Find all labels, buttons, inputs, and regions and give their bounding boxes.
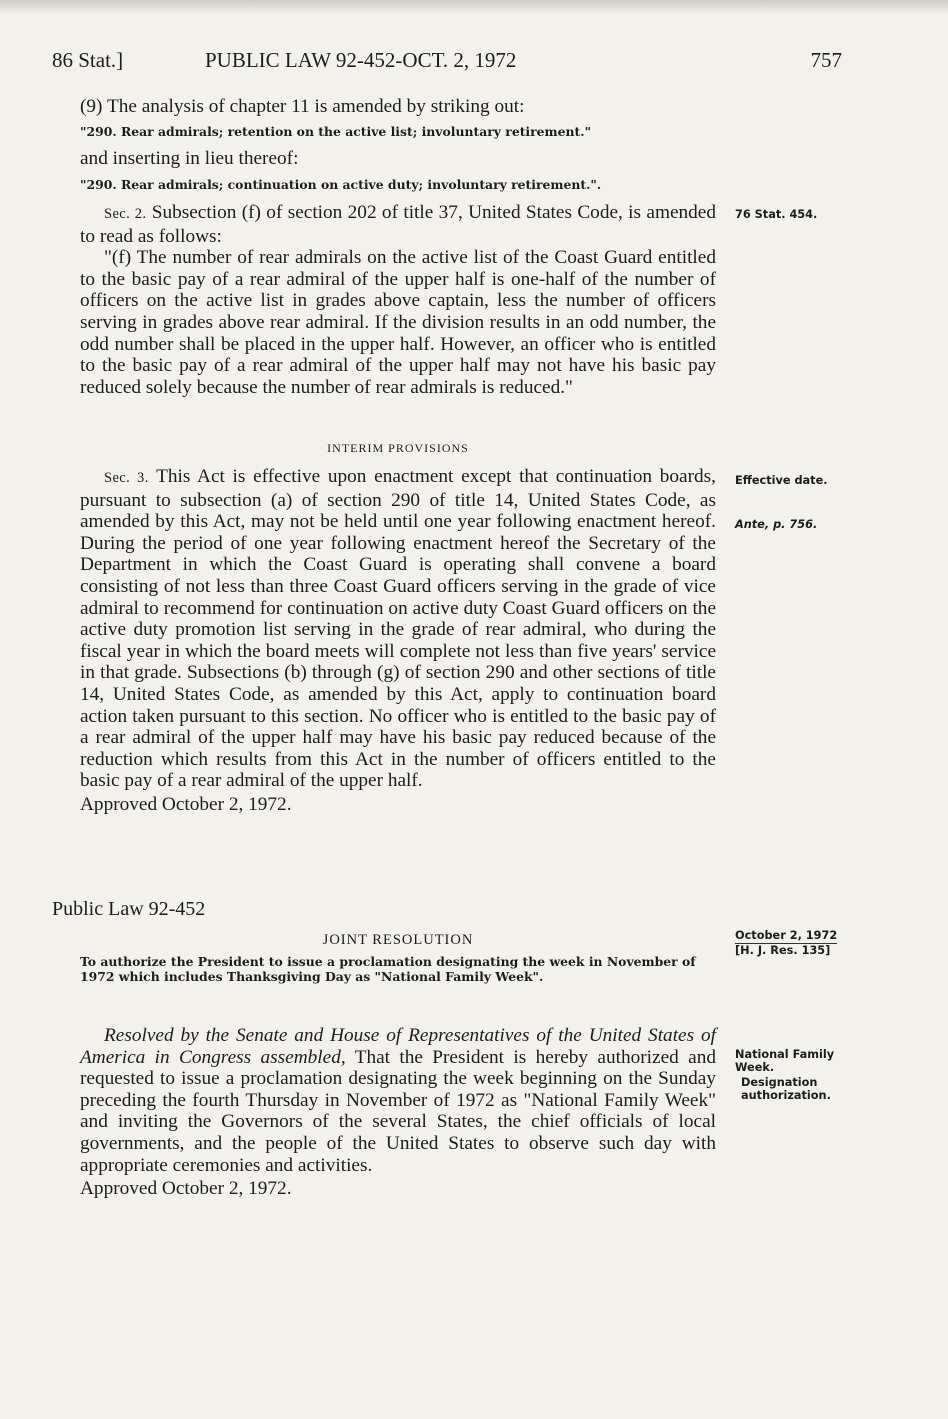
public-law-title: Public Law 92-452 — [52, 898, 206, 920]
resolution-purpose: To authorize the President to issue a proclamation designating the week in November of 1972 which includes Thanksgiving Day as "National Family Week". — [80, 954, 696, 984]
margin-date: October 2, 1972 — [735, 929, 838, 942]
margin-bill: [H. J. Res. 135] — [735, 944, 831, 957]
and-inserting: and inserting in lieu thereof: — [80, 148, 299, 169]
approved-date-2: Approved October 2, 1972. — [80, 1178, 292, 1200]
resolution-body — [80, 1025, 716, 1200]
resolution-text: That the President is hereby authorized and requested to issue a proclamation designating the week beginning on the Sunday preceding the fourth Thursday in November of 1972 as "National Family Week" and inviting the Governors of the several States, the chief officials of local governments, and the people of the United States to observe such day with appropriate ceremonies and activities. — [80, 1046, 716, 1176]
margin-designation: Designation authorization. — [741, 1076, 831, 1102]
margin-ante: Ante, p. 756. — [735, 518, 818, 531]
analysis-insert: "290. Rear admirals; continuation on active duty; involuntary retirement.". — [80, 177, 602, 192]
section-3 — [80, 466, 716, 816]
section-2-label: Sec. 2. — [104, 206, 147, 222]
scan-edge — [0, 0, 948, 14]
approved-date-1: Approved October 2, 1972. — [80, 793, 292, 815]
section-3-label: Sec. 3. — [104, 470, 149, 486]
stat-reference: 86 Stat.] — [52, 48, 124, 72]
margin-effective-date: Effective date. — [735, 474, 828, 487]
resolving-clause: Resolved by the Senate and House of Representatives of the United States of America in Congress assembled, — [80, 1025, 716, 1068]
clause-9 — [80, 96, 716, 118]
joint-resolution-heading: JOINT RESOLUTION — [322, 932, 474, 948]
margin-date-bill — [735, 929, 875, 957]
section-2 — [80, 202, 716, 398]
interim-heading: INTERIM PROVISIONS — [327, 441, 469, 455]
margin-national-family-week: National Family Week. — [735, 1048, 835, 1074]
page-header — [52, 48, 842, 78]
section-2-text: Subsection (f) of section 202 of title 37, United States Code, is amended to read as follows: — [80, 202, 716, 247]
law-title: PUBLIC LAW 92-452-OCT. 2, 1972 — [205, 48, 517, 72]
section-3-text: This Act is effective upon enactment except that continuation boards, pursuant to subsection (a) of section 290 of title 14, United States Code, as amended by this Act, may not be held until one year following enactment hereof. During the period of one year following enactment hereof the Secretary of the Department in which the Coast Guard is operating shall convene a board consisting of not less than three Coast Guard officers serving in the grade of vice admiral to recommend for continuation on active duty Coast Guard officers on the active duty promotion list serving in the grade of rear admiral, who during the fiscal year in which the board meets will complete not less than five years' service in that grade. Subsections (b) through (g) of section 290 and other sections of title 14, United States Code, as amended by this Act, apply to continuation board action taken pursuant to this section. No officer who is entitled to the basic pay of a rear admiral of the upper half may have his basic pay reduced because of the reduction which results from this Act in the number of officers entitled to the basic pay of a rear admiral of the upper half. — [80, 466, 716, 792]
margin-note-76-stat: 76 Stat. 454. — [735, 208, 818, 221]
clause-9-text: (9) The analysis of chapter 11 is amended by striking out: — [80, 96, 525, 117]
subsection-f: "(f) The number of rear admirals on the active list of the Coast Guard entitled to the basic pay of a rear admiral of the upper half is one-half of the number of officers on the active list in grades above captain, less the number of officers serving in grades above rear admiral. If the division results in an odd number, the odd number shall be placed in the upper half. However, an officer who is entitled to the basic pay of a rear admiral of the upper half may not have his basic pay reduced solely because the number of rear admirals is reduced." — [80, 247, 716, 398]
analysis-strike-out: "290. Rear admirals; retention on the active list; involuntary retirement." — [80, 124, 592, 139]
page-number: 757 — [810, 48, 842, 72]
